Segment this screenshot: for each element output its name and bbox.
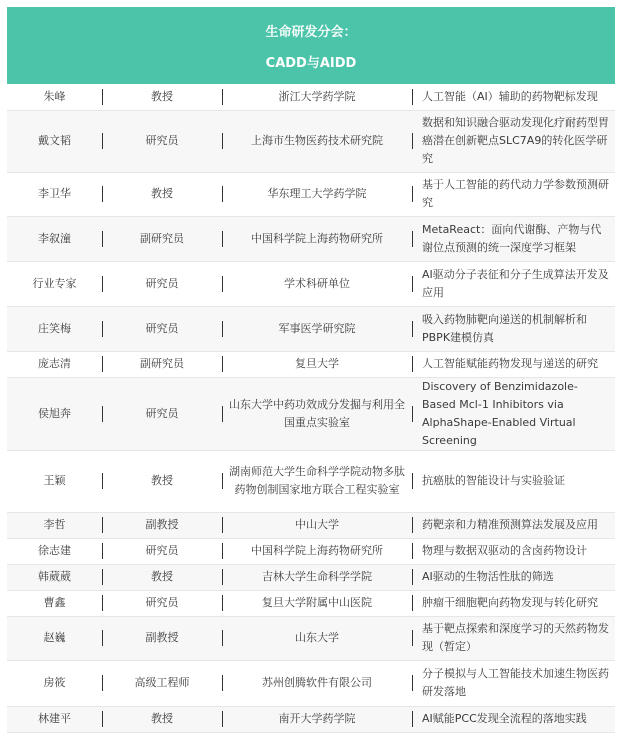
section-header: [7, 7, 615, 84]
speaker-affiliation: 复旦大学: [222, 351, 412, 377]
table-row: [7, 261, 615, 306]
speaker-affiliation: 中国科学院上海药物研究所: [222, 216, 412, 261]
speaker-title: 研究员: [102, 590, 222, 616]
speaker-name: 行业专家: [7, 261, 102, 306]
speaker-affiliation: 苏州创腾软件有限公司: [222, 660, 412, 706]
speaker-name: 韩葳葳: [7, 564, 102, 590]
talk-topic: 物理与数据双驱动的含卤药物设计: [412, 538, 615, 564]
table-row: [7, 564, 615, 590]
speaker-table-body: [7, 84, 615, 732]
table-row: [7, 306, 615, 351]
speaker-table: [7, 84, 615, 733]
talk-topic: 人工智能（AI）辅助的药物靶标发现: [412, 84, 615, 110]
talk-topic: 肿瘤干细胞靶向药物发现与转化研究: [412, 590, 615, 616]
speaker-title: 副研究员: [102, 216, 222, 261]
table-row: [7, 590, 615, 616]
speaker-title: 研究员: [102, 261, 222, 306]
table-row: [7, 706, 615, 732]
speaker-affiliation: 吉林大学生命科学学院: [222, 564, 412, 590]
speaker-name: 徐志建: [7, 538, 102, 564]
speaker-title: 教授: [102, 564, 222, 590]
speaker-title: 副研究员: [102, 351, 222, 377]
speaker-name: 林建平: [7, 706, 102, 732]
table-row: [7, 450, 615, 512]
talk-topic: 抗癌肽的智能设计与实验验证: [412, 450, 615, 512]
speaker-title: 研究员: [102, 110, 222, 172]
speaker-list-panel: [7, 7, 615, 733]
talk-topic: AI驱动的生物活性肽的筛选: [412, 564, 615, 590]
talk-topic: 吸入药物肺靶向递送的机制解析和PBPK建模仿真: [412, 306, 615, 351]
speaker-affiliation: 复旦大学附属中山医院: [222, 590, 412, 616]
talk-topic: 人工智能赋能药物发现与递送的研究: [412, 351, 615, 377]
speaker-name: 李叙潼: [7, 216, 102, 261]
speaker-name: 房筱: [7, 660, 102, 706]
speaker-affiliation: 上海市生物医药技术研究院: [222, 110, 412, 172]
speaker-name: 戴文韬: [7, 110, 102, 172]
table-row: [7, 660, 615, 706]
speaker-title: 教授: [102, 706, 222, 732]
table-row: [7, 512, 615, 538]
speaker-title: 研究员: [102, 377, 222, 450]
speaker-name: 李哲: [7, 512, 102, 538]
speaker-name: 曹鑫: [7, 590, 102, 616]
speaker-name: 朱峰: [7, 84, 102, 110]
speaker-name: 赵巍: [7, 616, 102, 660]
speaker-title: 教授: [102, 172, 222, 216]
speaker-affiliation: 湖南师范大学生命科学学院动物多肽药物创制国家地方联合工程实验室: [222, 450, 412, 512]
table-row: [7, 84, 615, 110]
talk-topic: MetaReact：面向代谢酶、产物与代谢位点预测的统一深度学习框架: [412, 216, 615, 261]
table-row: [7, 216, 615, 261]
speaker-affiliation: 浙江大学药学院: [222, 84, 412, 110]
speaker-title: 教授: [102, 84, 222, 110]
speaker-affiliation: 山东大学中药功效成分发掘与利用全国重点实验室: [222, 377, 412, 450]
table-row: [7, 351, 615, 377]
speaker-affiliation: 中山大学: [222, 512, 412, 538]
speaker-title: 研究员: [102, 306, 222, 351]
table-row: [7, 377, 615, 450]
speaker-affiliation: 华东理工大学药学院: [222, 172, 412, 216]
talk-topic: 数据和知识融合驱动发现化疗耐药型胃癌潜在创新靶点SLC7A9的转化医学研究: [412, 110, 615, 172]
talk-topic: 基于人工智能的药代动力学参数预测研究: [412, 172, 615, 216]
speaker-title: 教授: [102, 450, 222, 512]
speaker-affiliation: 军事医学研究院: [222, 306, 412, 351]
speaker-affiliation: 中国科学院上海药物研究所: [222, 538, 412, 564]
table-row: [7, 616, 615, 660]
section-title: 生命研发分会：: [265, 24, 357, 40]
talk-topic: AI驱动分子表征和分子生成算法开发及应用: [412, 261, 615, 306]
speaker-affiliation: 山东大学: [222, 616, 412, 660]
speaker-name: 李卫华: [7, 172, 102, 216]
speaker-title: 副教授: [102, 512, 222, 538]
speaker-name: 庄笑梅: [7, 306, 102, 351]
speaker-title: 高级工程师: [102, 660, 222, 706]
speaker-title: 研究员: [102, 538, 222, 564]
speaker-affiliation: 学术科研单位: [222, 261, 412, 306]
speaker-name: 庞志清: [7, 351, 102, 377]
speaker-affiliation: 南开大学药学院: [222, 706, 412, 732]
talk-topic: AI赋能PCC发现全流程的落地实践: [412, 706, 615, 732]
talk-topic: Discovery of Benzimidazole-Based Mcl-1 Inhibitors via AlphaShape-Enabled Virtual Screening: [412, 377, 615, 450]
talk-topic: 药靶亲和力精准预测算法发展及应用: [412, 512, 615, 538]
speaker-title: 副教授: [102, 616, 222, 660]
table-row: [7, 172, 615, 216]
table-row: [7, 110, 615, 172]
section-subtitle: CADD与AIDD: [265, 55, 357, 71]
speaker-name: 王颖: [7, 450, 102, 512]
speaker-name: 侯旭奔: [7, 377, 102, 450]
table-row: [7, 538, 615, 564]
talk-topic: 基于靶点探索和深度学习的天然药物发现（暂定）: [412, 616, 615, 660]
talk-topic: 分子模拟与人工智能技术加速生物医药研发落地: [412, 660, 615, 706]
